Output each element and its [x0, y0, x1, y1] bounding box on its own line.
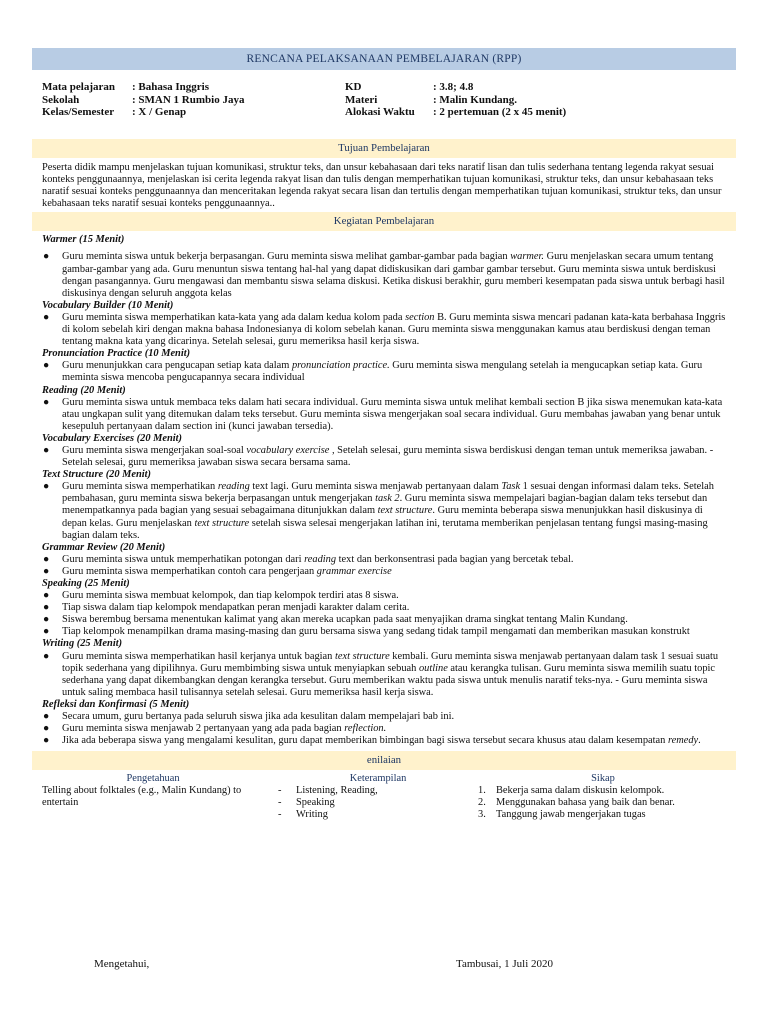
activity-list: [32, 554, 736, 578]
activity-list: [32, 481, 736, 541]
item-text: Guru meminta siswa mengulang setelah ia mengucapkan setiap kata. Guru meminta siswa mencoba pengucapannya secara individual: [62, 360, 703, 384]
item-text: Guru menunjukkan cara pengucapan setiap kata dalam: [62, 360, 292, 372]
activity-item: [32, 602, 736, 614]
activity-heading: Speaking (25 Menit): [42, 578, 130, 589]
activity-item: [32, 626, 736, 638]
pengetahuan-text: Telling about folktales (e.g., Malin Kundang) to entertain: [42, 785, 242, 809]
bullet-icon: ●: [43, 650, 50, 662]
item-emphasis: pronunciation practice.: [291, 360, 390, 372]
item-text: Siswa berembug bersama menentukan kalimat yang akan mereka ucapkan pada saat menyajikan drama singkat tentang Malin Kundang.: [62, 614, 628, 626]
item-text: Secara umum, guru bertanya pada seluruh siswa jika ada kesulitan dalam mempelajari bab ini.: [62, 711, 455, 723]
info-value: : 2 pertemuan (2 x 45 menit): [433, 106, 567, 118]
sikap-list: [478, 785, 728, 821]
bullet-icon: ●: [43, 626, 50, 638]
info-label: KD: [345, 81, 362, 93]
item-emphasis: reading: [304, 553, 337, 565]
info-row: [345, 94, 566, 107]
activity-list: [32, 711, 736, 747]
activity-list: [32, 397, 736, 433]
item-emphasis: reflection.: [344, 723, 387, 735]
keterampilan-item: [278, 785, 478, 797]
activity-item: [32, 735, 736, 747]
dash-marker: -: [278, 797, 282, 809]
activity-item: [32, 651, 736, 699]
kegiatan-heading: Kegiatan Pembelajaran: [32, 212, 736, 231]
activity-list: [32, 360, 736, 384]
activity-item: [32, 711, 736, 723]
keterampilan-heading: Keterampilan: [349, 773, 407, 785]
activity-heading: Text Structure (20 Menit): [42, 469, 152, 481]
activity-item: [32, 360, 736, 384]
item-emphasis: grammar exercise: [316, 565, 392, 577]
item-text: .: [698, 735, 701, 747]
sikap-item: [478, 785, 728, 797]
bullet-icon: ●: [43, 711, 50, 723]
keterampilan-text: Listening, Reading,: [296, 785, 378, 797]
item-text: . Guru meminta beberapa siswa menunjukkan hasil diskusinya di depan kelas. Guru menjelaskan: [62, 505, 703, 529]
item-text: Setelah selesai, guru meminta siswa berdiskusi dengan teman untuk memeriksa jawaban. - Setelah selesai, guru memeriksa jawaban siswa secara bersama sama.: [62, 444, 714, 469]
number-marker: 1.: [478, 785, 486, 797]
activity-heading: Vocabulary Exercises (20 Menit): [42, 432, 182, 444]
info-value: : X / Genap: [132, 106, 187, 118]
bullet-icon: ●: [43, 360, 50, 372]
item-emphasis: vocabulary exercise ,: [246, 444, 335, 456]
item-emphasis: text structure: [377, 505, 433, 517]
info-value: : 3.8; 4.8: [433, 81, 474, 93]
info-value: : SMAN 1 Rumbio Jaya: [132, 93, 245, 106]
bullet-icon: ●: [43, 396, 50, 408]
activity-item: [32, 723, 736, 735]
bullet-icon: ●: [43, 481, 50, 493]
item-emphasis: outline: [418, 662, 448, 674]
activity-list: [32, 312, 736, 348]
activity-item: [32, 397, 736, 433]
item-text: setelah siswa selesai mengerjakan latihan ini, terutama memberikan penjelasan tentang fungsi masing-masing bagian dalam teks.: [62, 517, 708, 541]
item-text: Guru meminta siswa untuk bekerja berpasangan. Guru meminta siswa melihat gambar-gambar pada bagian: [62, 251, 511, 263]
keterampilan-text: Speaking: [296, 797, 335, 809]
info-row: [345, 106, 566, 119]
keterampilan-item: [278, 809, 478, 821]
bullet-icon: ●: [43, 735, 50, 747]
item-text: Guru meminta siswa menjawab 2 pertanyaan yang ada pada bagian: [62, 723, 345, 735]
bullet-icon: ●: [43, 602, 50, 614]
item-text: Tiap kelompok menampilkan drama masing-masing dan guru bersama siswa yang sedang tidak tampil mengamati dan memberikan masukan konstrukt: [62, 626, 690, 638]
sikap-column: [478, 773, 728, 821]
item-text: text lagi. Guru meminta siswa menjawab pertanyaan dalam: [249, 481, 502, 493]
activity-heading: Vocabulary Builder (10 Menit): [42, 299, 174, 311]
item-text: Guru meminta siswa memperhatikan hasil kerjanya untuk bagian: [62, 650, 335, 662]
item-text: kembali. Guru meminta siswa menjawab pertanyaan dalam task 1 sesuai suatu topik sederhana yang dipilihnya. Guru membimbing siswa untuk menyiapkan sebuah: [62, 650, 719, 674]
bullet-icon: ●: [43, 251, 50, 263]
item-emphasis: text structure: [334, 650, 390, 662]
info-label: Alokasi Waktu: [345, 106, 415, 118]
info-row: [345, 81, 566, 94]
info-value: : Bahasa Inggris: [132, 81, 210, 93]
item-emphasis: reading: [217, 481, 250, 493]
info-label: Mata pelajaran: [42, 81, 116, 93]
item-text: Guru meminta siswa untuk memperhatikan potongan dari: [62, 553, 305, 565]
tujuan-text: Peserta didik mampu menjelaskan tujuan komunikasi, struktur teks, dan unsur kebahasaan dari teks naratif lisan dan tulis sederhana tentang legenda rakyat sesuai konteks penggunaannya, menjelaskan isi cerita legenda rakyat lisan dan tulis dengan memperhatikan tujuan komunikasi, struktur teks, dan unsur kebahasaan teks naratif sesuai konteks penggunaannya dan menceritakan legenda rakyat secara lisan dan tertulis dengan memperhatikan tujuan komunikasi, struktur teks, dan unsur kebahasaan teks naratif sesuai konteks penggunaannya..: [42, 162, 722, 210]
sikap-text: Tanggung jawab mengerjakan tugas: [496, 809, 646, 821]
activity-item: [32, 614, 736, 626]
penilaian-grid: [32, 770, 736, 821]
info-row: [42, 81, 244, 94]
sikap-heading: Sikap: [591, 773, 615, 785]
keterampilan-item: [278, 797, 478, 809]
item-text: Guru meminta siswa memperhatikan kata-kata yang ada dalam kedua kolom pada: [62, 311, 406, 323]
sikap-item: [478, 797, 728, 809]
bullet-icon: ●: [43, 311, 50, 323]
rpp-document: [32, 48, 736, 821]
penilaian-heading: enilaian: [32, 751, 736, 770]
pengetahuan-column: [32, 773, 264, 821]
document-title: RENCANA PELAKSANAAN PEMBELAJARAN (RPP): [32, 48, 736, 70]
activity-item: [32, 481, 736, 541]
activity-heading: Warmer (15 Menit): [42, 234, 125, 246]
keterampilan-list: [278, 785, 478, 821]
activity-item: [32, 251, 736, 299]
dash-marker: -: [278, 785, 282, 797]
activity-item: [32, 566, 736, 578]
item-emphasis: remedy: [667, 735, 699, 747]
activity-item: [32, 590, 736, 602]
info-left: [42, 81, 244, 119]
item-emphasis: section: [405, 311, 435, 323]
kegiatan-body: [32, 231, 736, 747]
sikap-item: [478, 809, 728, 821]
sikap-text: Menggunakan bahasa yang baik dan benar.: [496, 797, 675, 809]
dash-marker: -: [278, 809, 282, 821]
item-text: . Guru meminta siswa mempelajari bagian-bagian dalam teks tersebut dan menempatkannya pada bagian yang sesuai sebagaimana ditunjukkan dalam: [62, 493, 708, 517]
activity-list: [32, 445, 736, 469]
info-label: Kelas/Semester: [42, 106, 115, 118]
number-marker: 2.: [478, 797, 486, 809]
item-text: Tiap siswa dalam tiap kelompok mendapatkan peran menjadi karakter dalam cerita.: [62, 602, 410, 614]
item-emphasis: warmer.: [510, 251, 544, 263]
bullet-icon: ●: [43, 614, 50, 626]
keterampilan-column: [264, 773, 478, 821]
item-text: 1 sesuai dengan informasi dalam teks. Setelah pembahasan, guru meminta siswa bekerja berpasangan untuk mengerjakan: [62, 481, 714, 505]
activity-heading: Writing (25 Menit): [42, 638, 123, 650]
item-text: Guru meminta siswa memperhatikan contoh cara pengerjaan: [62, 565, 317, 577]
bullet-icon: ●: [43, 565, 50, 577]
activity-list: [32, 590, 736, 638]
item-text: Guru meminta siswa membuat kelompok, dan tiap kelompok terdiri atas 8 siswa.: [62, 590, 399, 602]
keterampilan-text: Writing: [296, 809, 328, 821]
activity-item: [32, 312, 736, 348]
activity-heading: Pronunciation Practice (10 Menit): [42, 348, 191, 360]
info-row: [42, 106, 244, 119]
info-row: [42, 94, 244, 107]
activity-item: [32, 445, 736, 469]
activity-list: [32, 651, 736, 699]
tujuan-heading: Tujuan Pembelajaran: [32, 139, 736, 158]
item-text: atau kerangka tulisan. Guru meminta siswa memilih suatu topic sederhana yang dapat dikembangkan dengan kerangka tersebut. Guru memberikan waktu pada siswa untuk menulis naratif teks-nya. - Guru meminta siswa untuk saling membaca hasil tulisannya setelah selesai. Guru memeriksa hasil kerja siswa.: [62, 662, 716, 698]
info-value: : Malin Kundang.: [433, 93, 518, 106]
item-text: Guru meminta siswa memperhatikan: [62, 481, 218, 493]
item-text: Jika ada beberapa siswa yang mengalami kesulitan, guru dapat memberikan bimbingan bagi siswa tersebut secara khusus atau dalam kesempatan: [62, 735, 668, 747]
number-marker: 3.: [478, 809, 486, 821]
bullet-icon: ●: [43, 444, 50, 456]
pengetahuan-heading: Pengetahuan: [126, 773, 180, 785]
sikap-text: Bekerja sama dalam diskusin kelompok.: [496, 785, 665, 797]
info-label: Materi: [345, 93, 378, 106]
footer-left: Mengetahui,: [94, 958, 150, 970]
bullet-icon: ●: [43, 553, 50, 565]
bullet-icon: ●: [43, 723, 50, 735]
activity-heading: Reading (20 Menit): [42, 384, 126, 396]
item-text: Guru meminta siswa mengerjakan soal-soal: [62, 444, 247, 456]
bullet-icon: ●: [43, 590, 50, 602]
footer-date: Tambusai, 1 Juli 2020: [456, 958, 554, 970]
activity-list: [32, 251, 736, 299]
item-text: Guru meminta siswa untuk membaca teks dalam hati secara individual. Guru meminta siswa untuk melihat kembali section B jika siswa menemukan kata-kata atau ungkapan sulit yang ditemukan dalam teks tersebut. Guru meminta siswa mengerjakan soal secara individual. Guru membahas jawaban yang benar untuk kesepuluh pertanyaan dalam section ini (kunci jawaban tersedia).: [62, 396, 723, 432]
item-text: B. Guru meminta siswa mencari padanan kata-kata berbahasa Inggris di kolom sebelah kiri dengan makna bahasa Indonesianya di kolom sebelah kanan. Guru meminta siswa menggunakan kamus atau berdiskusi dengan teman tentang makna kata yang dicarinya. Setelah selesai, guru memeriksa hasil kerja siswa.: [62, 311, 726, 348]
item-text: text dan berkonsentrasi pada bagian yang bercetak tebal.: [336, 553, 574, 565]
info-right: [345, 81, 566, 119]
info-label: Sekolah: [42, 93, 80, 106]
item-emphasis: task 2: [375, 493, 400, 505]
item-emphasis: text structure: [194, 517, 250, 529]
item-text: Guru menjelaskan secara umum tentang gambar-gambar yang ada. Guru menuntun siswa tentang hal-hal yang dapat didiskusikan dari gambar gambar tersebut. Guru meminta siswa untuk berdiskusi dengan pasangannya. Guru mengawasi dan membantu siswa selama diskusi. Ketika diskusi berakhir, guru memberi kesempatan pada siswa untuk berbagi hasil diskusinya dengan seluruh anggota kelas: [62, 251, 725, 299]
activity-item: [32, 554, 736, 566]
activity-heading: Refleksi dan Konfirmasi (5 Menit): [42, 698, 190, 710]
activity-heading: Grammar Review (20 Menit): [42, 541, 166, 553]
info-block: [32, 81, 736, 139]
item-emphasis: Task: [501, 481, 521, 493]
